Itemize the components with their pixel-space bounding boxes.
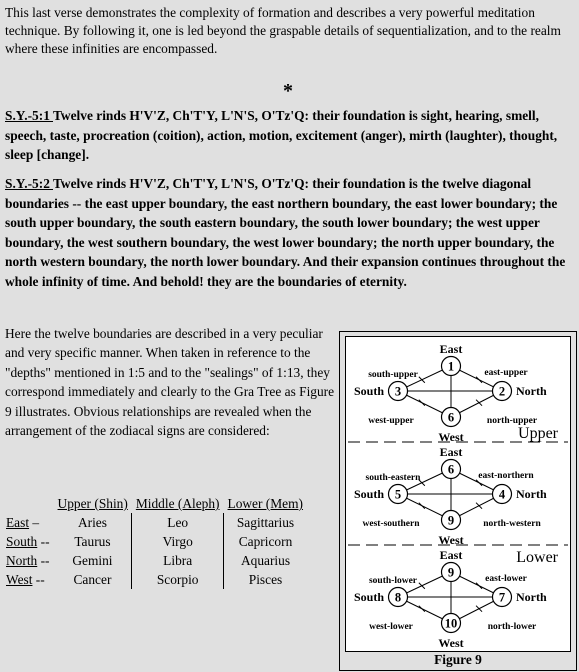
node-number: 2 bbox=[498, 384, 506, 399]
cell-upper: Aries bbox=[77, 515, 107, 530]
direction-east-label: East bbox=[439, 342, 463, 356]
edge-label: north-upper bbox=[486, 416, 538, 426]
table-header-row bbox=[2, 494, 307, 513]
direction-west: West bbox=[6, 572, 33, 587]
node-number: 5 bbox=[394, 487, 402, 502]
direction-west-label: West bbox=[438, 636, 464, 650]
edge-label: east-lower bbox=[485, 574, 527, 584]
cell-lower: Capricorn bbox=[224, 532, 307, 551]
node-number: 7 bbox=[498, 590, 506, 605]
cell-upper: Gemini bbox=[72, 553, 113, 568]
direction-south-label: South bbox=[353, 384, 384, 398]
direction-south-label: South bbox=[353, 487, 384, 501]
verse-text: Twelve rinds H'V'Z, Ch'T'Y, L'N'S, O'Tz'Q: their foundation is the twelve diagonal boundaries -- the east upper boundary, the east northern boundary, the east lower boundary; the south upper boundary, the south eastern boundary, the south lower boundary; the west upper boundary, the west southern boundary, the west lower boundary; the north upper boundary, the north western boundary, the north lower boundary. And their expansion continues throughout the whole infinity of time. And behold! they are the boundaries of eternity. bbox=[5, 176, 566, 289]
verse-text: Twelve rinds H'V'Z, Ch'T'Y, L'N'S, O'Tz'Q: their foundation is sight, hearing, smell, speech, taste, procreation (coition), action, motion, excitement (anger), mirth (laughter), thought, sleep [change]. bbox=[5, 108, 558, 163]
edge-mark bbox=[476, 503, 482, 509]
edge-label: west-upper bbox=[368, 416, 414, 426]
cell-upper: Cancer bbox=[73, 572, 112, 587]
direction-south: South bbox=[6, 534, 38, 549]
node-number: 3 bbox=[394, 384, 402, 399]
verse-5-2 bbox=[5, 174, 575, 292]
edge-mark bbox=[419, 583, 425, 589]
table-row: North -- Gemini Libra Aquarius bbox=[2, 551, 307, 570]
direction-north: North bbox=[6, 553, 38, 568]
commentary-paragraph: Here the twelve boundaries are described in a very peculiar and very specific manner. When taken in reference to the "depths" mentioned in 1:5 and to the "sealings" of 1:13, they correspond immediately and clearly to the Gra Tree as Figure 9 illustrates. Obvious relationships are revealed when the arrangement of the zodiacal signs are considered: bbox=[5, 326, 335, 439]
edge-label: south-upper bbox=[368, 370, 418, 380]
edge-mark bbox=[419, 377, 425, 383]
direction-north-label: North bbox=[516, 487, 547, 501]
edge-label: east-upper bbox=[484, 368, 528, 378]
edge-mark bbox=[476, 583, 482, 589]
figure-9 bbox=[339, 331, 577, 671]
table-row: West -- Cancer Scorpio Pisces bbox=[2, 570, 307, 589]
node-number: 6 bbox=[447, 462, 455, 477]
section-separator: * bbox=[283, 80, 293, 102]
edge-mark bbox=[419, 606, 425, 612]
node-number: 9 bbox=[447, 565, 455, 580]
node-number: 10 bbox=[444, 616, 458, 631]
edge-mark bbox=[419, 400, 425, 406]
level-label-lower: Lower bbox=[516, 549, 558, 566]
edge-mark bbox=[419, 503, 425, 509]
edge-mark bbox=[476, 377, 482, 383]
verse-ref: S.Y.-5:1 bbox=[5, 108, 53, 123]
edge-label: north-western bbox=[483, 519, 541, 529]
node-number: 6 bbox=[447, 410, 455, 425]
cell-lower: Sagittarius bbox=[224, 513, 307, 532]
node-number: 8 bbox=[394, 590, 402, 605]
table-row: East – Aries Leo Sagittarius bbox=[2, 513, 307, 532]
edge-mark bbox=[476, 606, 482, 612]
edge-label: south-eastern bbox=[365, 473, 421, 483]
direction-east-label: East bbox=[439, 548, 463, 562]
table-row: South -- Taurus Virgo Capricorn bbox=[2, 532, 307, 551]
direction-west-label: West bbox=[438, 430, 464, 444]
cell-middle: Scorpio bbox=[132, 570, 224, 589]
edge-label: west-lower bbox=[369, 622, 413, 632]
node-number: 4 bbox=[498, 487, 506, 502]
direction-east-label: East bbox=[439, 445, 463, 459]
edge-label: south-lower bbox=[368, 576, 418, 586]
figure-diagram bbox=[345, 336, 571, 652]
edge-label: west-southern bbox=[362, 519, 420, 529]
cell-lower: Aquarius bbox=[224, 551, 307, 570]
figure-caption: Figure 9 bbox=[434, 652, 482, 667]
node-number: 9 bbox=[447, 513, 455, 528]
direction-north-label: North bbox=[516, 590, 547, 604]
node-number: 1 bbox=[447, 359, 455, 374]
level-label-upper: Upper bbox=[518, 425, 558, 442]
header-middle: Middle (Aleph) bbox=[135, 496, 220, 511]
cell-lower: Pisces bbox=[224, 570, 307, 589]
header-lower: Lower (Mem) bbox=[227, 496, 303, 511]
cell-middle: Libra bbox=[132, 551, 224, 570]
cell-upper: Taurus bbox=[74, 534, 111, 549]
direction-west-label: West bbox=[438, 533, 464, 547]
gra-tree-diagram bbox=[346, 337, 570, 651]
verse-5-1 bbox=[5, 106, 575, 165]
cell-middle: Virgo bbox=[132, 532, 224, 551]
edge-label: east-northern bbox=[478, 471, 534, 481]
direction-east: East bbox=[6, 515, 30, 530]
direction-south-label: South bbox=[353, 590, 384, 604]
cell-middle: Leo bbox=[132, 513, 224, 532]
edge-label: north-lower bbox=[487, 622, 537, 632]
intro-paragraph: This last verse demonstrates the complexity of formation and describes a very powerful meditation technique. By following it, one is led beyond the graspable details of sequentialization, and to the realm where these infinities are encompassed. bbox=[5, 5, 561, 56]
verse-ref: S.Y.-5:2 bbox=[5, 176, 53, 191]
header-upper: Upper (Shin) bbox=[57, 496, 128, 511]
zodiac-table bbox=[2, 494, 307, 589]
edge-mark bbox=[476, 400, 482, 406]
direction-north-label: North bbox=[516, 384, 547, 398]
